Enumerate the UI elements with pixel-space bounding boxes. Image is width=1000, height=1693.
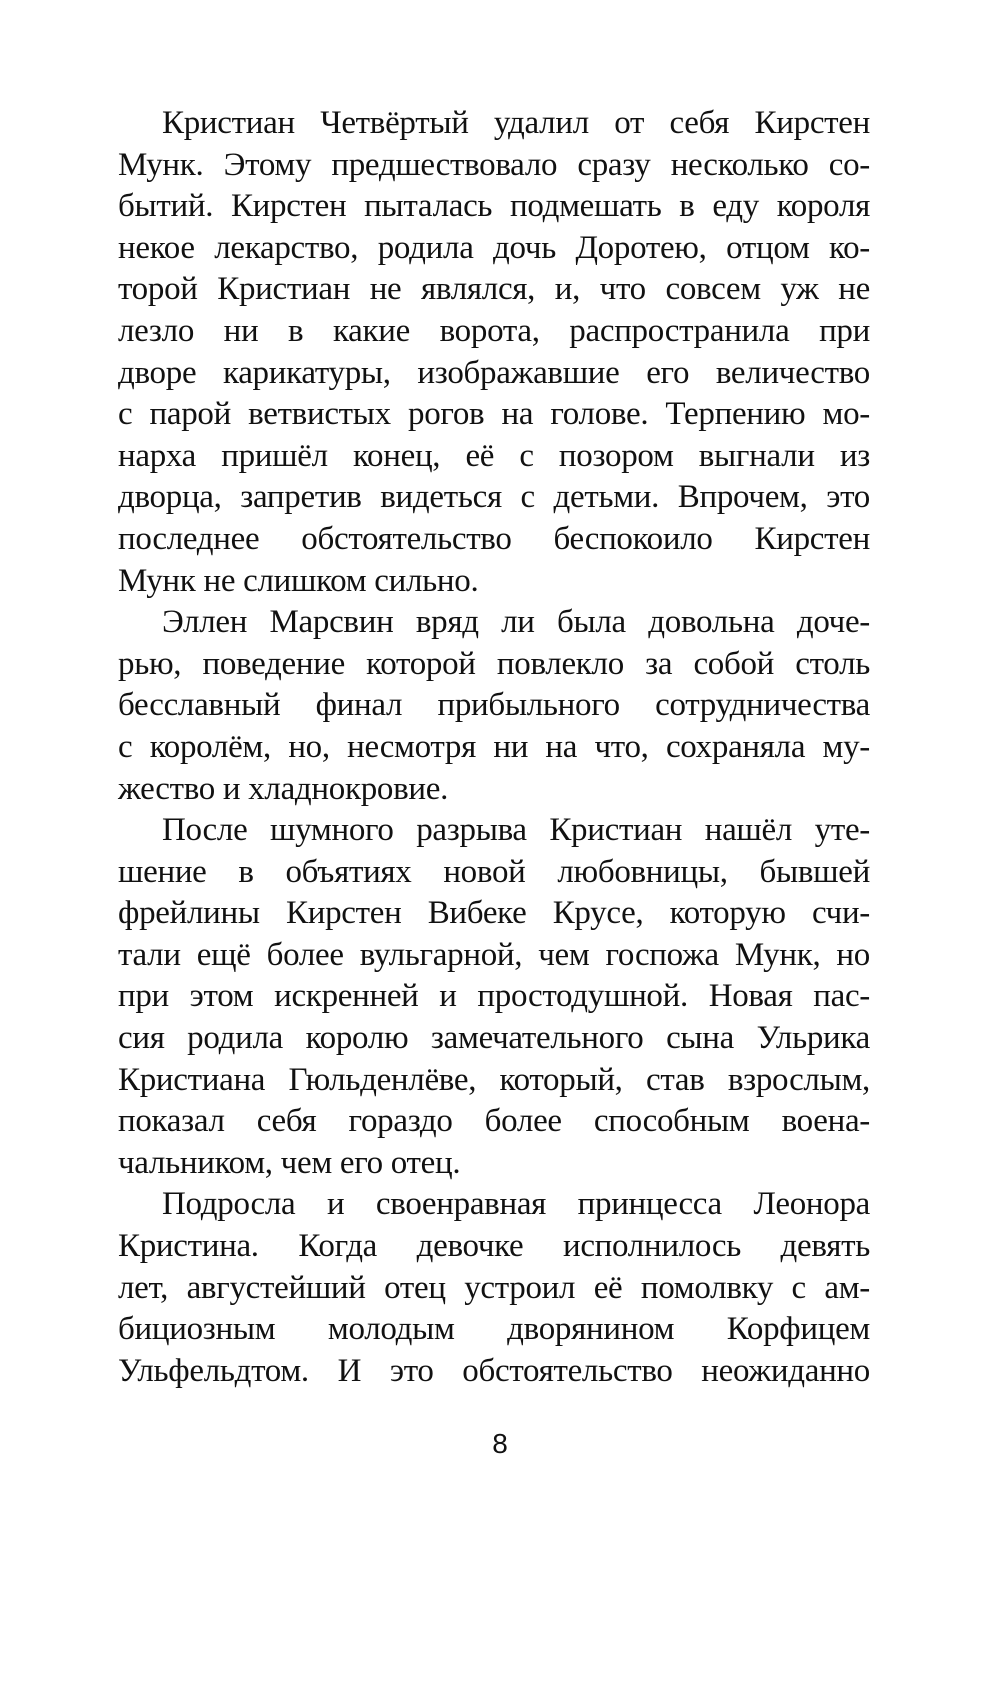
text-line: последнее обстоятельство беспокоило Кирстен	[118, 520, 870, 557]
text-line: Мунк не слишком сильно.	[118, 562, 479, 599]
text-line: нарха пришёл конец, её с позором выгнали из	[118, 437, 870, 474]
text-line: Подросла и своенравная принцесса Леонора	[162, 1186, 870, 1223]
text-line: Кристиан Четвёртый удалил от себя Кирстен	[162, 105, 870, 141]
text-line: дворе карикатуры, изображавшие его величество	[118, 354, 870, 391]
page-text	[118, 103, 870, 1392]
page-number: 8	[492, 1428, 508, 1459]
text-line: сия родила королю замечательного сына Ульрика	[118, 1020, 870, 1057]
text-line: показал себя гораздо более способным воена-	[118, 1103, 870, 1140]
text-line: чальником, чем его отец.	[118, 1144, 461, 1181]
text-line: при этом искренней и простодушной. Новая пас-	[118, 978, 870, 1015]
paragraph	[118, 810, 870, 1184]
text-line: бесславный финал прибыльного сотрудничества	[118, 687, 870, 724]
text-line: Мунк. Этому предшествовало сразу несколько со-	[118, 146, 870, 183]
text-line: бытий. Кирстен пыталась подмешать в еду короля	[118, 188, 870, 225]
paragraph	[118, 103, 870, 602]
text-line: Кристиана Гюльденлёве, который, став взрослым,	[118, 1061, 870, 1098]
text-line: с королём, но, несмотря ни на что, сохраняла му-	[118, 728, 870, 765]
text-line: лет, августейший отец устроил её помолвку с ам-	[118, 1269, 870, 1306]
text-line: Эллен Марсвин вряд ли была довольна доче-	[162, 604, 870, 641]
text-line: Кристина. Когда девочке исполнилось девять	[118, 1228, 870, 1265]
paragraph	[118, 1184, 870, 1392]
text-line: Ульфельдтом. И это обстоятельство неожиданно	[118, 1352, 870, 1389]
text-line: с парой ветвистых рогов на голове. Терпению мо-	[118, 396, 870, 433]
text-line: тали ещё более вульгарной, чем госпожа Мунк, но	[118, 936, 870, 973]
text-line: бициозным молодым дворянином Корфицем	[118, 1311, 870, 1348]
text-line: шение в объятиях новой любовницы, бывшей	[118, 853, 870, 890]
text-line: дворца, запретив видеться с детьми. Впрочем, это	[118, 479, 870, 516]
text-line: рью, поведение которой повлекло за собой столь	[118, 645, 870, 682]
text-line: лезло ни в какие ворота, распространила при	[118, 312, 870, 349]
text-line: некое лекарство, родила дочь Доротею, отцом ко-	[118, 229, 870, 266]
paragraph	[118, 602, 870, 810]
text-line: После шумного разрыва Кристиан нашёл уте-	[162, 812, 870, 849]
text-line: жество и хладнокровие.	[118, 770, 449, 807]
text-line: фрейлины Кирстен Вибеке Крусе, которую счи-	[118, 895, 870, 932]
text-line: торой Кристиан не являлся, и, что совсем уж не	[118, 271, 870, 308]
